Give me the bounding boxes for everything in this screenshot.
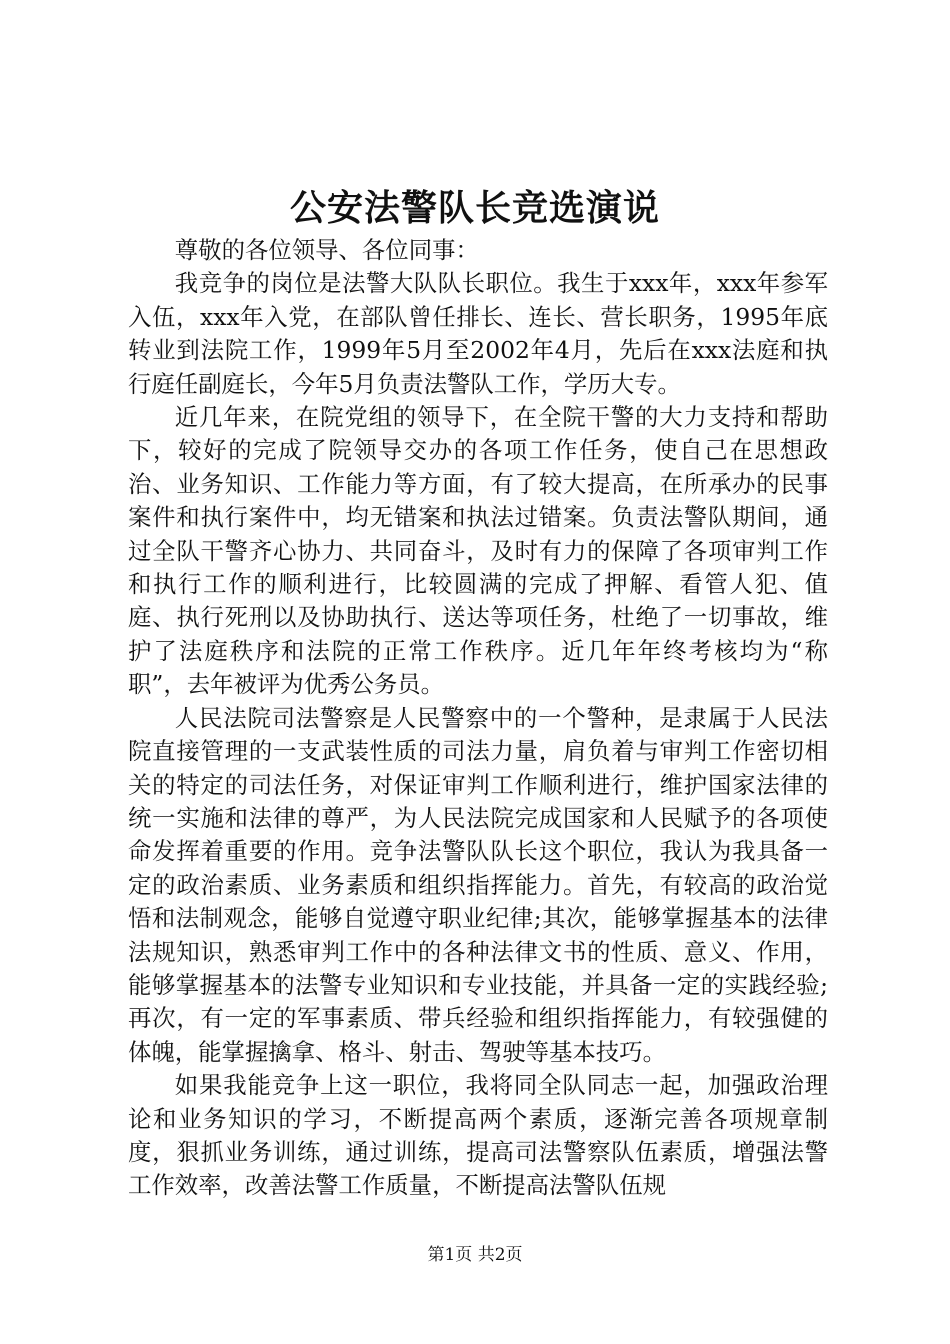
salutation-paragraph: 尊敬的各位领导、各位同事：: [174, 236, 479, 264]
page-footer: 第1页 共2页: [427, 1245, 523, 1265]
body-paragraph: 人民法院司法警察是人民警察中的一个警种，是隶属于人民法院直接管理的一支武装性质的司法力量，肩负着与审判工作密切相关的特定的司法任务，对保证审判工作顺利进行，维护国家法律的统一实施和法律的尊严，为人民法院完成国家和人民赋予的各项使命发挥着重要的作用。竞争法警队队长这个职位，我认为我具备一定的政治素质、业务素质和组织指挥能力。首先，有较高的政治觉悟和法制观念，能够自觉遵守职业纪律;其次，能够掌握基本的法律法规知识，熟悉审判工作中的各种法律文书的性质、意义、作用，能够掌握基本的法警专业知识和专业技能，并具备一定的实践经验;再次，有一定的军事素质、带兵经验和组织指挥能力，有较强健的体魄，能掌握擒拿、格斗、射击、驾驶等基本技巧。: [128, 703, 828, 1066]
body-paragraph: 近几年来，在院党组的领导下，在全院干警的大力支持和帮助下，较好的完成了院领导交办的各项工作任务，使自己在思想政治、业务知识、工作能力等方面，有了较大提高，在所承办的民事案件和执行案件中，均无错案和执法过错案。负责法警队期间，通过全队干警齐心协力、共同奋斗，及时有力的保障了各项审判工作和执行工作的顺利进行，比较圆满的完成了押解、看管人犯、值庭、执行死刑以及协助执行、送达等项任务，杜绝了一切事故，维护了法庭秩序和法院的正常工作秩序。近几年年终考核均为“称职”，去年被评为优秀公务员。: [128, 403, 828, 699]
body-paragraph: 如果我能竞争上这一职位，我将同全队同志一起，加强政治理论和业务知识的学习，不断提高两个素质，逐渐完善各项规章制度，狠抓业务训练，通过训练，提高司法警察队伍素质，增强法警工作效率，改善法警工作质量，不断提高法警队伍规: [128, 1071, 828, 1200]
body-paragraph: 我竞争的岗位是法警大队队长职位。我生于xxx年，xxx年参军入伍，xxx年入党，在部队曾任排长、连长、营长职务，1995年底转业到法院工作，1999年5月至2002年4月，先后在xxx法庭和执行庭任副庭长，今年5月负责法警队工作，学历大专。: [128, 269, 828, 398]
document-body: [128, 234, 828, 1203]
document-title: 公安法警队长竞选演说: [289, 187, 660, 229]
